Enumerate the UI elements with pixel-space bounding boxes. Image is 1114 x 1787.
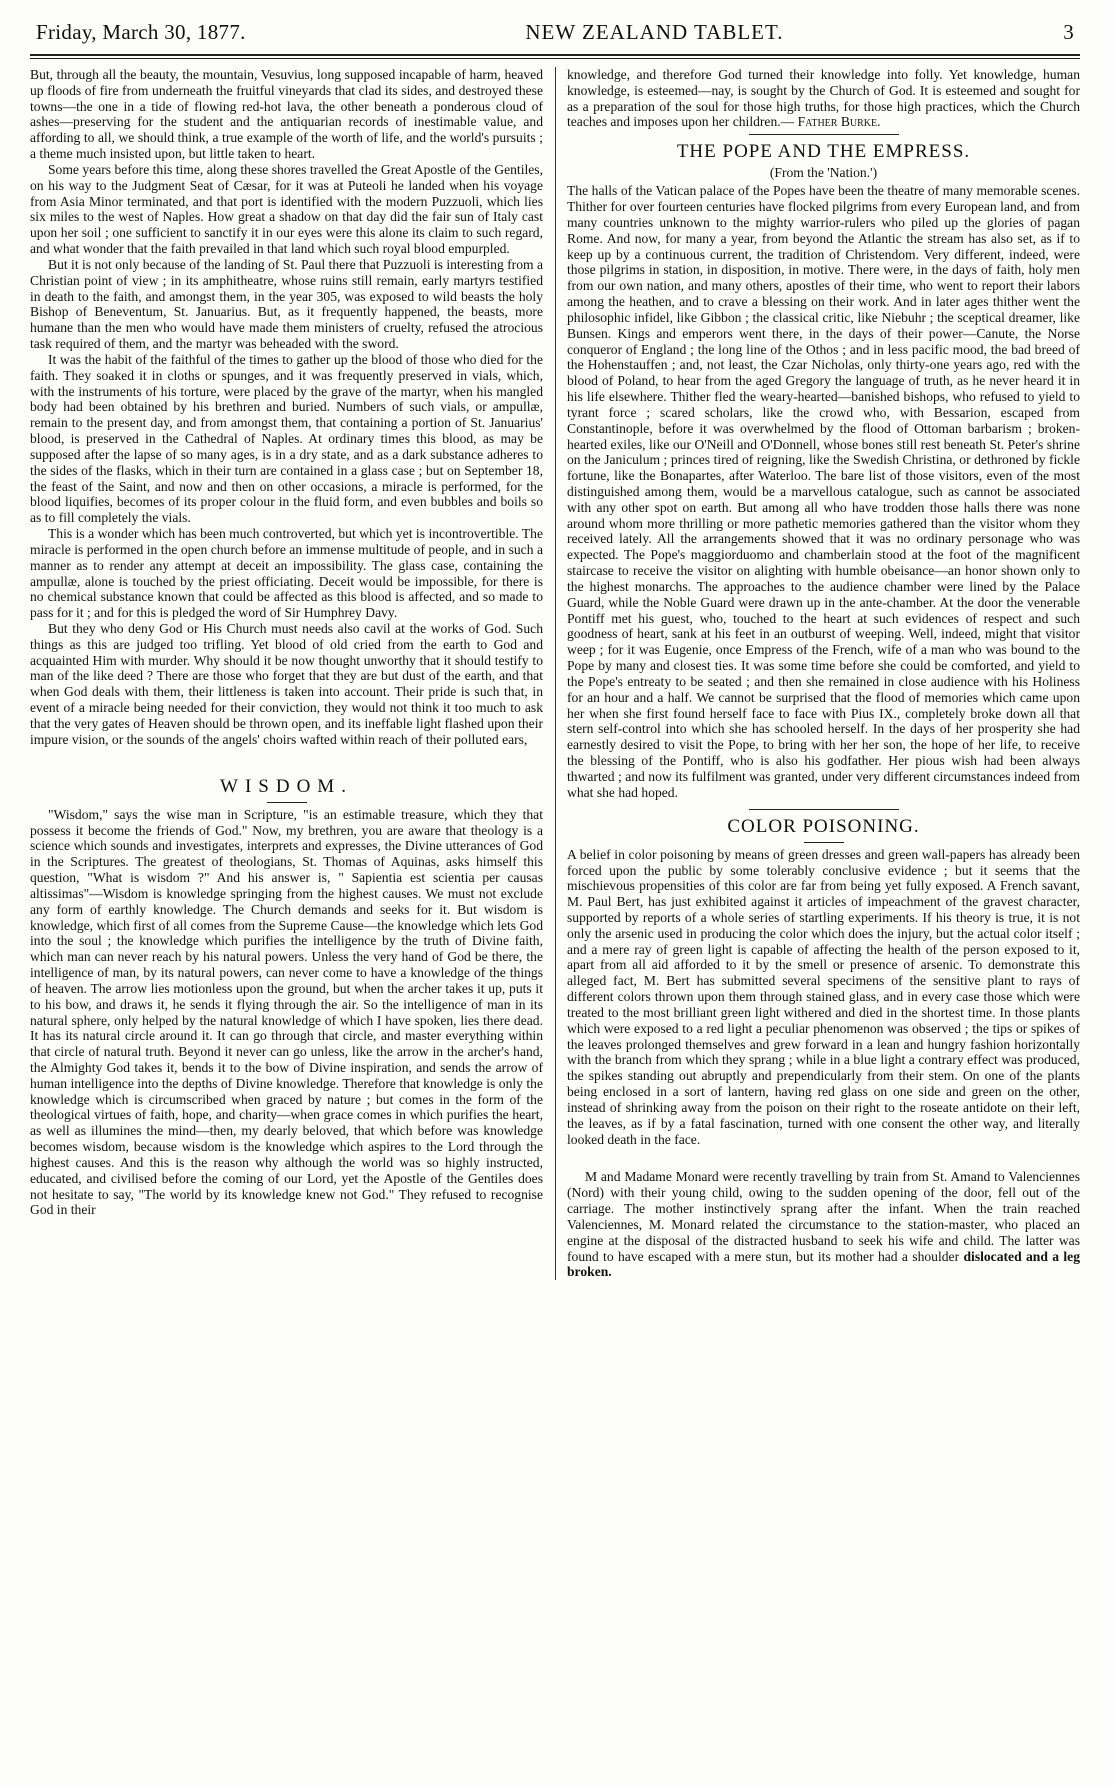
monard-paragraph <box>567 1169 1080 1280</box>
columns <box>30 67 1080 1280</box>
header-date: Friday, March 30, 1877. <box>36 20 246 44</box>
color-heading: COLOR POISONING. <box>727 815 920 837</box>
page-number: 3 <box>1063 20 1074 44</box>
header-rule-thin <box>30 58 1080 59</box>
wisdom-heading: WISDOM. <box>220 775 353 797</box>
section-divider <box>267 802 307 803</box>
section-divider <box>749 809 899 810</box>
wisdom-paragraph: "Wisdom," says the wise man in Scripture, "is an estimable treasure, which they that possess it become the friends of God." Now, my brethren, you are aware that theology is a science which sounds and investigates, interprets and expresses, the Divine utterances of God in the Scriptures. The greatest of theologians, St. Thomas of Aquinas, asks himself this question, "What is wisdom ?" And his answer is, " Sapientia est scientia per causas altissimas"—Wisdom is knowledge springing from the highest causes. We must not exclude any form of earthly knowledge. The Church demands and seeks for it. But wisdom is knowledge, which first of all comes from the Supreme Cause—the knowledge which lets God into the soul ; the knowledge which purifies the intelligence by the truth of Divine faith, which man can never reach by his natural powers. Unless the very hand of God be there, the intelligence of man, by its natural powers, can never come to have a knowledge of the things of heaven. The arrow lies motionless upon the ground, but when the archer takes it up, puts it to his bow, and draws it, he sends it flying through the air. So the intelligence of man in its natural sphere, only helped by the natural knowledge of which I have spoken, lies there dead. It has its natural circle around it. It can go through that circle, and master everything within that circle of natural truth. Beyond it never can go unless, like the arrow in the archer's hand, the Almighty God takes it, bends it to the bow of Divine inspiration, and sends the arrow of human intelligence into the depths of Divine knowledge. Therefore that knowledge is only the knowledge which is circumscribed when graced by nature ; but comes in the form of the theological virtues of faith, hope, and charity—when grace comes in which purifies the heart, as well as illumines the mind—then, my dearly beloved, that which before was knowledge becomes wisdom, because wisdom is the knowledge which aspires to the Lord through the highest causes. And this is the reason why although the world was so highly instructed, educated, and civilised before the coming of our Lord, yet the Apostle of the Gentiles does not hesitate to say, "The world by its knowledge knew not God." They refused to recognise God in their <box>30 806 543 1218</box>
article-paragraph: But, through all the beauty, the mountain, Vesuvius, long supposed incapable of harm, heaved up floods of fire from underneath the fruitful vineyards that clad its sides, and destroyed these towns—the one in a tide of flowing red-hot lava, the other beneath a ponderous cloud of ashes—preserving for the student and the antiquarian records of inestimable value, and affording to all, we should think, a true example of the worth of life, and the world's pursuits ; a theme much insisted upon, but little taken to heart. <box>30 67 543 162</box>
author-signature: Father Burke. <box>797 114 881 130</box>
pope-paragraph: The halls of the Vatican palace of the Popes have been the theatre of many memorable scenes. Thither for over fourteen centuries have flocked pilgrims from every European land, and from many countries unknown to the mighty warrior-rulers who piled up the glories of pagan Rome. And now, for many a year, from beyond the Atlantic the stream has also set, as if to keep up by a continuous current, the tradition of Christendom. Very different, indeed, were those pilgrims in station, in disposition, in motive. There were, in the days of faith, holy men from our own nation, and many others, apostles of their time, who went to report their labors among the heathen, and to crave a blessing on their work. And in later ages thither went the philosophic infidel, like Gibbon ; the classical critic, like Niebuhr ; the sceptical dreamer, like Bunsen. Kings and emperors went there, in the days of their power—Canute, the Norse conqueror of England ; the long line of the Othos ; and in less pacific mood, the bad breed of the Hohenstauffen ; and, not least, the Czar Nicholas, only thirty-one years ago, red with the blood of Poland, to hear from the aged Gregory the language of truth, as he never heard it in his life elsewhere. Thither fled the weary-hearted—banished bishops, who refused to yield to tyrant force ; scared scholars, like the crowd who, with Bessarion, escaped from Constantinople, before it was overwhelmed by the flood of Ottoman barbarism ; broken-hearted exiles, like our O'Neill and O'Donnell, whose bones still rest beneath St. Peter's shrine on the Janiculum ; princes tired of reigning, like the Swedish Christina, or dethroned by fickle fortune, like the Bonapartes, after Waterloo. The bare list of those visitors, even of the most distinguished among them, would be a marvellous catalogue, such as cannot be associated with any other spot on earth. But among all who have trodden those halls there was none around whom more thrilling or more pathetic memories gathered than the visitor whom they received lately. All the arrangements showed that it was no ordinary personage who was expected. The Pope's maggiorduomo and chamberlain stood at the foot of the magnificent staircase to receive the visitor on alighting with humble obeisance—an honor shown only to the highest monarchs. The approaches to the audience chamber were lined by the Palace Guard, while the Noble Guard were drawn up in the ante-chamber. At the door the venerable Pontiff met his guest, who, touched to the heart at such evidences of respect and such goodness of heart, sank at his feet in an outburst of weeping. Well, indeed, might that visitor weep ; for it was Eugenie, once Empress of the French, wife of a man who was bound to the Pope by many and closest ties. It was some time before she could be comforted, and yield to the Pope's entreaty to be seated ; and then she remained in close audience with his Holiness for an hour and a half. We cannot be surprised that the flood of memories which came upon her when she first found herself face to face with Pius IX., completely broke down all that stern self-control into which she has schooled herself. In the days of her prosperity she had earnestly desired to visit the Pope, to bring with her her son, the hope of her life, to receive the blessing of the Pontiff, who is also his godfather. Her pious wish had been always thwarted ; and now its fulfilment was granted, under very different circumstances indeed from what she had hoped. <box>567 183 1080 800</box>
article-paragraph: This is a wonder which has been much controverted, but which yet is incontrovertible. The miracle is performed in the open church before an immense multitude of people, and in such a manner as to render any attempt at deceit an impossibility. The glass case, containing the ampullæ, alone is touched by the priest officiating. Deceit would be impossible, for there is no chemical substance known that could be affected as this blood is affected, and so made to pass for it ; and for this is pledged the word of Sir Humphrey Davy. <box>30 526 543 621</box>
header-rule <box>30 54 1080 56</box>
article-paragraph <box>567 67 1080 130</box>
monard-text: M and Madame Monard were recently travelling by train from St. Amand to Valenciennes (Nord) with their young child, owing to the sudden opening of the door, fell out of the carriage. The mother instinctively sprang after the infant. When the train reached Valenciennes, M. Monard related the circumstance to the station-master, who placed an engine at the disposal of the distracted husband to seek his wife and child. The latter was found to have escaped with a mere stun, but its mother had a shoulder <box>567 1169 1080 1264</box>
left-column <box>30 67 543 1280</box>
masthead-title: NEW ZEALAND TABLET. <box>525 20 784 44</box>
article-paragraph: But it is not only because of the landing of St. Paul there that Puzzuoli is interesting from a Christian point of view ; in its amphitheatre, whose ruins still remain, early martyrs testified in death to the faith, and amongst them, in the year 305, was exposed to wild beasts the holy Bishop of Beneventum, St. Januarius. But, as it frequently happened, the beasts, more humane than the men who would have made them ministers of cruelty, refused the atrocious task required of them, and the martyr was beheaded with the sword. <box>30 256 543 352</box>
column-divider <box>555 67 556 1280</box>
right-column <box>567 67 1080 1280</box>
pope-source: (From the 'Nation.') <box>769 165 878 181</box>
color-paragraph: A belief in color poisoning by means of green dresses and green wall-papers has already been forced upon the public by some tolerably conclusive evidence ; but it seems that the mischievous propensities of this color are far from being yet fully exposed. A French savant, M. Paul Bert, has just exhibited against it articles of impeachment of the gravest character, supported by reports of a whole series of startling experiments. If his theory is true, it is not only the arsenic used in producing the color which does the injury, but the actual color itself ; and a mere ray of green light is capable of affecting the health of the person exposed to it, apart from all aid afforded to it by the smell or presence of arsenic. To demonstrate this alleged fact, M. Bert has submitted several specimens of the sensitive plant to rays of different colors thrown upon them through stained glass, and in every case those which were treated to the most brilliant green light withered and died in the shortest time. In those plants which were exposed to a red light a peculiar phenomenon was observed ; the tips or spikes of the leaves prolonged themselves and grew forward in a lean and hungry fashion horizontally with the branch from which they sprang ; while in a blue light a contrary effect was produced, the spikes standing out abruptly and prependicularly from their stem. On one of the plants being enclosed in a sort of lantern, having red glass on one side and green on the other, instead of shrinking away from the poison on their right to the roseate antidote on their left, the leaves, as if by a fatal fascination, turned with one consent the other way, and literally looked death in the face. <box>567 846 1080 1147</box>
monard-end: dislocated and a leg broken. <box>567 1248 1081 1280</box>
page-header <box>30 20 1080 50</box>
continued-text: knowledge, and therefore God turned their knowledge into folly. Yet knowledge, human knowledge, is esteemed—nay, is sought by the Church of God. It is esteemed and sought for as a preparation of the soul for those high truths, for those high practices, which the Church teaches and imposes upon her children.— <box>567 67 1080 130</box>
article-paragraph: But they who deny God or His Church must needs also cavil at the works of God. Such things as this are judged too trifling. Yet blood of old cried from the earth to God and acquainted Him with murder. Why should it be now thought unworthy that it should testify to man of the like deed ? There are those who forget that they are but dust of the earth, and that when God deals with them, their littleness is taken into account. Their pride is such that, in event of a miracle being needed for their conviction, they would not think it too much to ask that the very gates of Heaven should be thrown open, and its ineffable light flashed upon their impure vision, or the sounds of the angels' choirs wafted within reach of their polluted ears, <box>30 620 543 747</box>
pope-heading: THE POPE AND THE EMPRESS. <box>676 141 971 163</box>
article-paragraph: It was the habit of the faithful of the times to gather up the blood of those who died for the faith. They soaked it in cloths or spunges, and it was frequently preserved in vials, which, with the instruments of his torture, were placed by the grave of the martyr, when his mangled body had been obtained by his brethren and buried. Numbers of such vials, or ampullæ, remain to the present day, and from amongst them, that containing a portion of St. Januarius' blood, is preserved in the Cathedral of Naples. At ordinary times this blood, as may be supposed after the lapse of so many ages, is in a dry state, and as a dark substance adheres to the sides of the flasks, which in their turn are contained in a glass case ; but on September 18, the feast of the Saint, and now and then on other occasions, a miracle is performed, for the blood liquifies, becomes of its proper colour in the fluid form, and even bubbles and boils so as to fill completely the vials. <box>30 351 543 526</box>
article-paragraph: Some years before this time, along these shores travelled the Great Apostle of the Gentiles, on his way to the Judgment Seat of Cæsar, for it was at Puteoli he landed when his voyage from Asia Minor terminated, and that port is identified with the modern Puzzuoli, which lies six miles to the west of Naples. How great a shadow on that day did the fair sun of Italy cast upon her soil ; one sufficient to sanctify it in our eyes were this alone its claim to such regard, and what wonder that the faith prevailed in that land which such royal blood empurpled. <box>30 161 543 257</box>
section-divider <box>749 134 899 135</box>
section-divider <box>804 842 844 843</box>
